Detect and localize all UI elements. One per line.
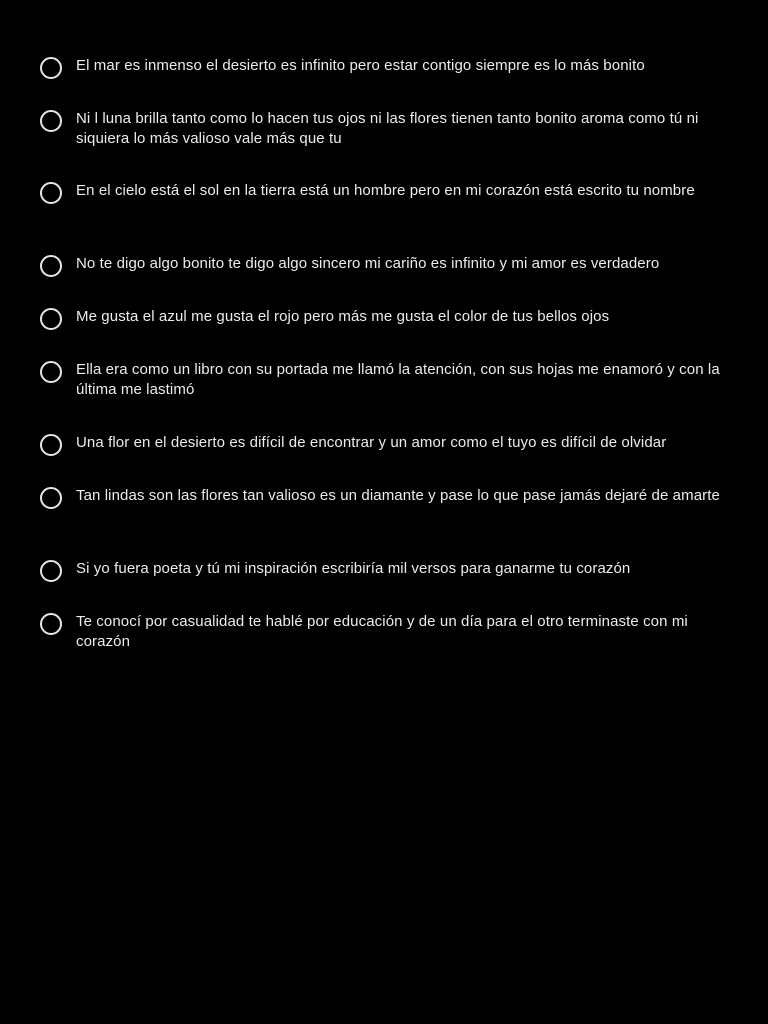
checklist-item-text: Si yo fuera poeta y tú mi inspiración escribiría mil versos para ganarme tu corazón: [76, 560, 631, 577]
checklist-item-text: Te conocí por casualidad te hablé por educación y de un día para el otro terminaste con mi corazón: [76, 613, 688, 650]
unchecked-circle-icon[interactable]: [40, 308, 62, 330]
checklist-item[interactable]: [40, 181, 740, 204]
unchecked-circle-icon[interactable]: [40, 487, 62, 509]
unchecked-circle-icon[interactable]: [40, 255, 62, 277]
checklist-item-text: Una flor en el desierto es difícil de encontrar y un amor como el tuyo es difícil de olvidar: [76, 434, 667, 451]
checklist-item[interactable]: [40, 612, 740, 652]
unchecked-circle-icon[interactable]: [40, 182, 62, 204]
unchecked-circle-icon[interactable]: [40, 560, 62, 582]
unchecked-circle-icon[interactable]: [40, 110, 62, 132]
checklist-item[interactable]: [40, 56, 740, 79]
checklist-item-text: Ni l luna brilla tanto como lo hacen tus ojos ni las flores tienen tanto bonito aroma como tú ni siquiera lo más valioso vale más que tu: [76, 110, 699, 147]
unchecked-circle-icon[interactable]: [40, 57, 62, 79]
checklist-item-text: Tan lindas son las flores tan valioso es un diamante y pase lo que pase jamás dejaré de amarte: [76, 487, 720, 504]
checklist-item-text: Ella era como un libro con su portada me llamó la atención, con sus hojas me enamoró y con la última me lastimó: [76, 361, 720, 398]
checklist-item[interactable]: [40, 254, 740, 277]
unchecked-circle-icon[interactable]: [40, 361, 62, 383]
unchecked-circle-icon[interactable]: [40, 613, 62, 635]
checklist-item-text: Me gusta el azul me gusta el rojo pero más me gusta el color de tus bellos ojos: [76, 308, 610, 325]
checklist-item[interactable]: [40, 486, 740, 509]
unchecked-circle-icon[interactable]: [40, 434, 62, 456]
checklist-item-text: El mar es inmenso el desierto es infinito pero estar contigo siempre es lo más bonito: [76, 57, 645, 74]
checklist-item[interactable]: [40, 360, 740, 400]
checklist-item[interactable]: [40, 559, 740, 582]
checklist-item[interactable]: [40, 307, 740, 330]
checklist-item-text: En el cielo está el sol en la tierra está un hombre pero en mi corazón está escrito tu nombre: [76, 182, 695, 199]
checklist-item-text: No te digo algo bonito te digo algo sincero mi cariño es infinito y mi amor es verdadero: [76, 255, 660, 272]
checklist-item[interactable]: [40, 109, 740, 149]
checklist-item[interactable]: [40, 433, 740, 456]
